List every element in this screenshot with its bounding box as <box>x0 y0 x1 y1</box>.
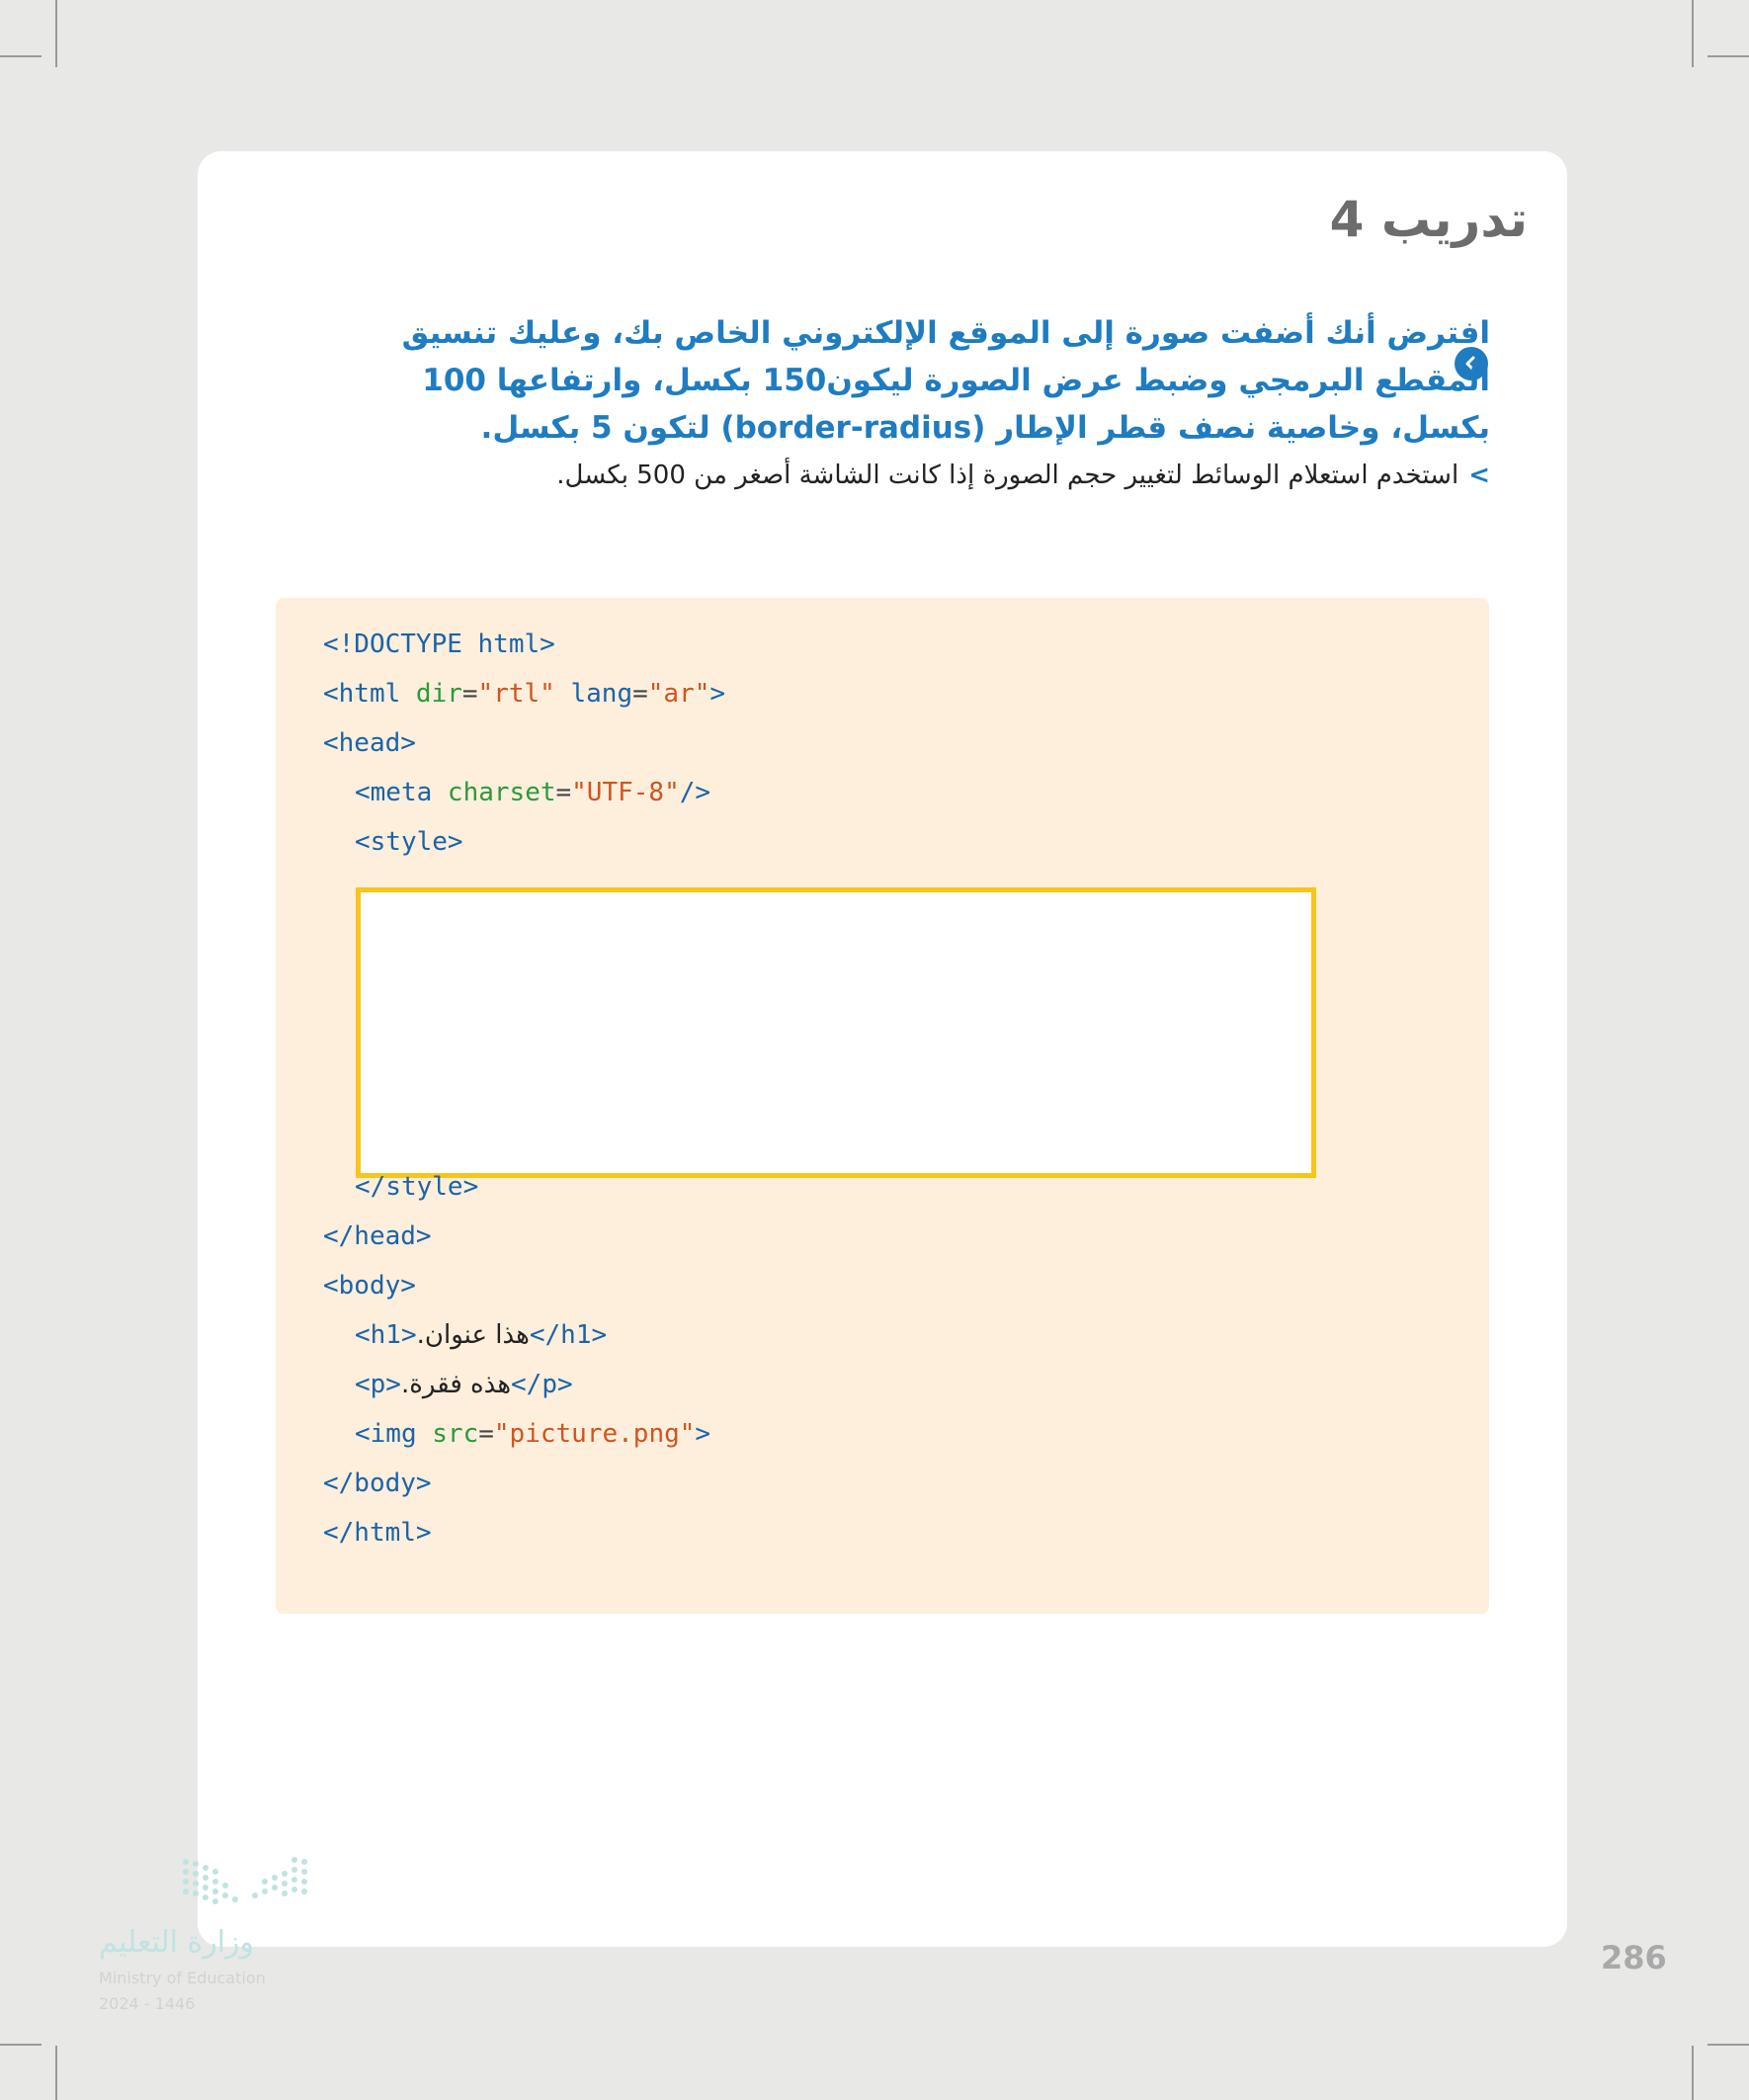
code-line: </html> <box>323 1518 432 1548</box>
code-line: <style> <box>355 827 463 857</box>
code-line: </style> <box>355 1172 479 1202</box>
code-line: <body> <box>323 1271 416 1301</box>
code-line: <!DOCTYPE html> <box>323 630 555 659</box>
code-line: </head> <box>323 1221 432 1251</box>
code-line: <h1>هذا عنوان.</h1> <box>355 1320 608 1350</box>
crop-mark <box>1692 0 1694 67</box>
subtask-text: استخدم استعلام الوسائط لتغيير حجم الصورة إذا كانت الشاشة أصغر من 500 بكسل. <box>556 461 1459 490</box>
code-line: <p>هذه فقرة.</p> <box>355 1370 573 1399</box>
crop-mark <box>1707 55 1749 57</box>
code-line: <head> <box>323 728 416 758</box>
code-line: <html dir="rtl" lang="ar"> <box>323 679 726 709</box>
subtask-bullet: > <box>1468 461 1490 490</box>
crop-mark <box>55 2046 57 2100</box>
crop-mark <box>0 55 42 57</box>
exercise-subtask <box>324 456 1490 495</box>
logo-dots-icon <box>97 1856 354 1925</box>
logo-english-text: Ministry of Education <box>99 1969 266 1987</box>
answer-box[interactable] <box>356 887 1316 1178</box>
exercise-card <box>198 151 1567 1947</box>
crop-mark <box>1692 2046 1694 2100</box>
crop-mark <box>1707 2044 1749 2046</box>
code-line: <meta charset="UTF-8"/> <box>355 778 711 807</box>
logo-arabic-text: وزارة التعليم <box>99 1925 255 1960</box>
code-line: <img src="picture.png"> <box>355 1419 711 1449</box>
page-number: 286 <box>1601 1939 1667 1976</box>
crop-mark <box>55 0 57 67</box>
code-line: </body> <box>323 1469 432 1498</box>
crop-mark <box>0 2044 42 2046</box>
code-block <box>276 598 1489 1614</box>
logo-year-text: 2024 - 1446 <box>99 1994 196 2013</box>
exercise-task: افترض أنك أضفت صورة إلى الموقع الإلكتروني الخاص بك، وعليك تنسيق المقطع البرمجي وضبط عرض الصورة ليكون150 بكسل، وارتفاعها 100 بكسل، وخاصية نصف قطر الإطار (border-radius) لتكون 5 بكسل. <box>401 315 1490 446</box>
exercise-title: تدريب 4 <box>1329 191 1528 248</box>
